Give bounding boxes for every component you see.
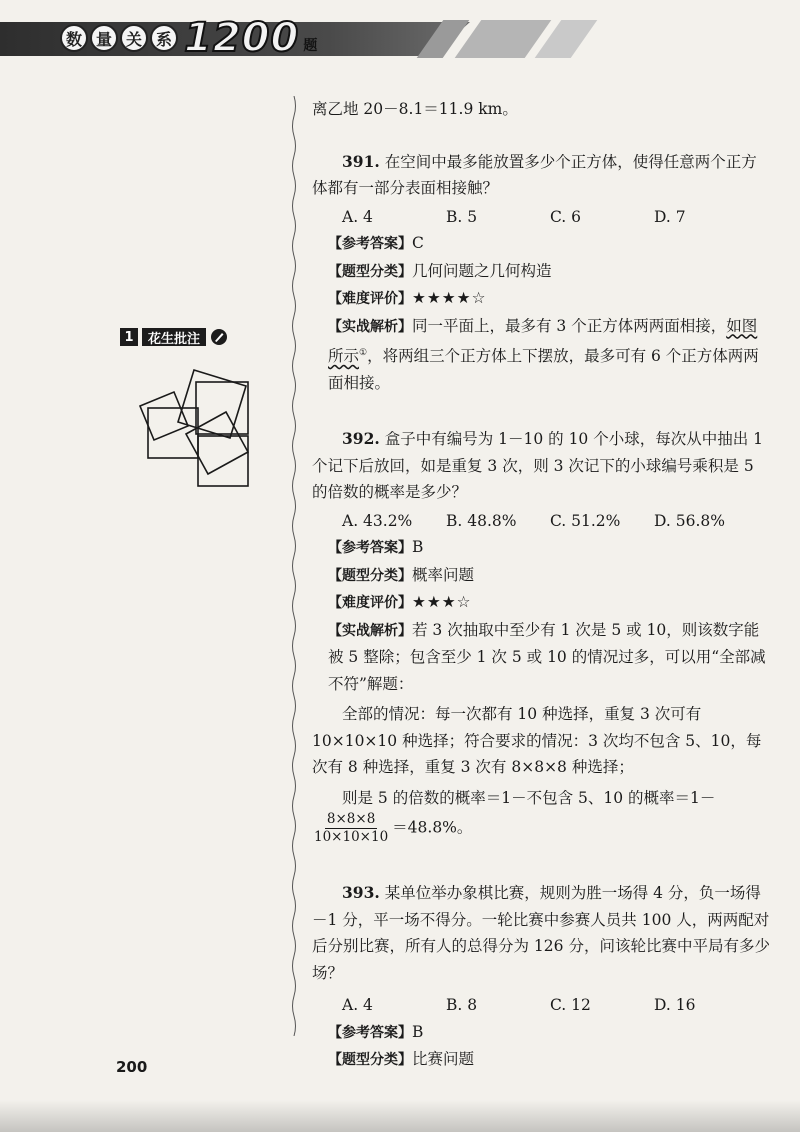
options-392	[312, 508, 772, 535]
analysis-text-cont: ，将两组三个正方体上下摆放，最多可有 6 个正方体两两面相接。	[328, 347, 759, 392]
option-d: D. 56.8%	[654, 511, 725, 530]
type-label: 【题型分类】	[328, 567, 412, 584]
question-number: 392.	[342, 429, 380, 449]
type-label: 【题型分类】	[328, 263, 412, 280]
fraction	[312, 811, 390, 846]
option-d: D. 7	[654, 207, 686, 226]
analysis-text: 同一平面上，最多有 3 个正方体两两面相接，	[412, 316, 727, 335]
title-suffix: 题	[303, 38, 318, 54]
fraction-numerator: 8×8×8	[326, 811, 376, 828]
title-char: 数	[60, 24, 88, 52]
title-char: 关	[120, 24, 148, 52]
analysis-text: 若 3 次抽取中至少有 1 次是 5 或 10，则该数字能被 5 整除；包含至少 1 次 5 或 10 的情况过多，可以用“全部减不符”解题：	[328, 620, 766, 693]
question-number: 391.	[342, 151, 380, 171]
cube-arrangement-diagram	[138, 364, 268, 494]
answer-label: 【参考答案】	[328, 1024, 412, 1041]
question-number: 393.	[342, 883, 380, 903]
difficulty-label: 【难度评价】	[328, 291, 412, 307]
intro-line: 离乙地 20－8.1＝11.9 km。	[312, 100, 518, 118]
answer-row	[312, 230, 772, 258]
analysis-paragraph: 全部的情况：每一次都有 10 种选择，重复 3 次可有 10×10×10 种选择；符合要求的情况：3 次均不包含 5、10，每次有 8 种选择，重复 3 次有 8×8×8 种选择；	[312, 705, 762, 777]
option-d: D. 16	[654, 996, 696, 1015]
answer-row	[312, 1019, 772, 1047]
analysis-391	[312, 313, 772, 397]
question-text: 在空间中最多能放置多少个正方体，使得任意两个正方体都有一部分表面相接触？	[312, 152, 757, 197]
fraction-result: ＝48.8%。	[392, 818, 473, 837]
difficulty-stars: ★★★☆	[412, 593, 472, 612]
question-393	[312, 880, 772, 986]
question-391	[312, 149, 772, 202]
type-row	[312, 562, 772, 590]
difficulty-stars: ★★★★☆	[412, 289, 487, 307]
difficulty-row	[312, 285, 772, 313]
note-tag	[120, 328, 280, 346]
difficulty-row	[312, 589, 772, 617]
analysis-392	[312, 617, 772, 698]
header-banner	[0, 0, 800, 70]
type-row	[312, 1046, 772, 1074]
question-text: 某单位举办象棋比赛，规则为胜一场得 4 分，负一场得－1 分，平一场不得分。一轮比赛中参赛人员共 100 人，两两配对后分别比赛，所有人的总得分为 126 分，问该轮比赛中平局有多少场？	[312, 884, 770, 982]
probability-text: 则是 5 的倍数的概率＝1－不包含 5、10 的概率＝1－	[342, 788, 716, 807]
sidebar-note	[120, 328, 280, 498]
answer-value: B	[412, 1022, 424, 1041]
analysis-label: 【实战解析】	[328, 318, 412, 335]
option-a: A. 43.2%	[342, 511, 413, 530]
type-value: 概率问题	[412, 565, 475, 584]
option-a: A. 4	[342, 996, 373, 1015]
page-edge-shadow	[0, 1100, 800, 1132]
options-393	[312, 992, 772, 1019]
book-title	[60, 15, 318, 61]
answer-label: 【参考答案】	[328, 540, 412, 557]
analysis-label: 【实战解析】	[328, 622, 412, 639]
option-b: B. 5	[446, 207, 478, 226]
title-char: 系	[150, 24, 178, 52]
type-label: 【题型分类】	[328, 1052, 412, 1069]
analysis-paragraph	[312, 785, 772, 812]
answer-row	[312, 534, 772, 562]
page-number: 200	[116, 1058, 148, 1076]
title-number: 1200	[184, 15, 300, 61]
difficulty-label: 【难度评价】	[328, 595, 412, 612]
options-391	[312, 204, 772, 231]
option-b: B. 48.8%	[446, 511, 517, 530]
option-b: B. 8	[446, 996, 478, 1015]
option-c: C. 12	[550, 996, 591, 1015]
type-value: 比赛问题	[412, 1050, 475, 1069]
type-value: 几何问题之几何构造	[412, 261, 552, 280]
header-stripe	[455, 20, 552, 58]
main-content	[312, 96, 772, 1074]
pen-icon	[210, 328, 228, 346]
answer-label: 【参考答案】	[328, 236, 412, 252]
note-number: 1	[120, 328, 138, 346]
option-c: C. 6	[550, 207, 582, 226]
option-a: A. 4	[342, 207, 373, 226]
option-c: C. 51.2%	[550, 511, 621, 530]
figure-reference: 如图所示	[328, 316, 758, 366]
answer-value: B	[412, 538, 424, 557]
wavy-divider	[289, 96, 299, 1036]
footnote-mark: ①	[359, 348, 368, 358]
question-text: 盒子中有编号为 1－10 的 10 个小球，每次从中抽出 1 个记下后放回，如是重复 3 次，则 3 次记下的小球编号乘积是 5 的倍数的概率是多少？	[312, 430, 764, 502]
fraction-denominator: 10×10×10	[314, 829, 389, 846]
question-392	[312, 426, 772, 506]
answer-value: C	[412, 234, 424, 252]
type-row	[312, 258, 772, 286]
note-label: 花生批注	[142, 328, 206, 346]
title-char: 量	[90, 24, 118, 52]
fraction-line	[312, 811, 772, 846]
